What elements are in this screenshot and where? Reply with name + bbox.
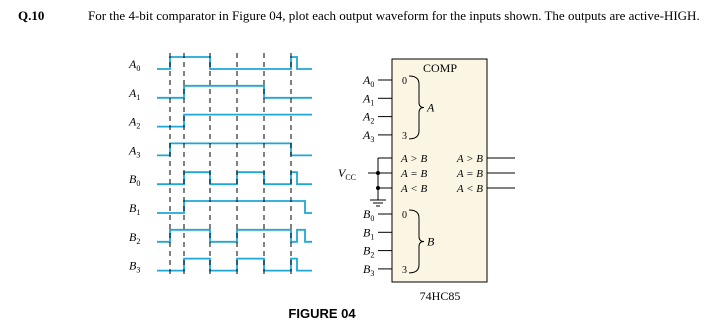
cascade-input-label: A = B bbox=[401, 168, 428, 180]
waveform-b2 bbox=[157, 230, 312, 242]
input-label-b0: $B_0$ bbox=[363, 207, 375, 223]
chip-part-number: 74HC85 bbox=[419, 289, 461, 303]
output-label: A < B bbox=[456, 183, 483, 195]
output-label: A = B bbox=[456, 168, 483, 180]
waveform-a3 bbox=[157, 143, 312, 155]
waveform-a2 bbox=[157, 115, 312, 127]
input-label-a2: $A_2$ bbox=[363, 109, 375, 126]
cascade-input-label: A < B bbox=[401, 183, 428, 195]
cascade-input-label: A > B bbox=[401, 153, 428, 165]
b-group-label: B bbox=[427, 234, 435, 249]
a-group-label: A bbox=[427, 100, 435, 115]
junction-dot bbox=[376, 171, 380, 175]
waveform-a1 bbox=[157, 86, 312, 98]
pin-number: 0 bbox=[402, 76, 407, 87]
chip-title: COMP bbox=[422, 61, 458, 75]
pin-number: 0 bbox=[402, 210, 407, 221]
waveform-label-b1: $B_1$ bbox=[129, 201, 141, 217]
waveform-label-a3: $A_3$ bbox=[129, 143, 141, 160]
pin-number: 3 bbox=[402, 130, 407, 142]
waveform-b1 bbox=[157, 201, 312, 213]
input-label-b2: $B_2$ bbox=[363, 243, 375, 260]
waveform-a0 bbox=[157, 57, 312, 69]
waveform-b3 bbox=[157, 259, 312, 271]
waveform-label-a0: $A_0$ bbox=[129, 57, 141, 73]
input-label-b3: $B_3$ bbox=[363, 261, 375, 278]
input-label-a3: $A_3$ bbox=[363, 127, 375, 144]
timing-diagram bbox=[128, 53, 312, 275]
vcc-label: $V_{CC}$ bbox=[338, 166, 357, 182]
waveform-label-a2: $A_2$ bbox=[129, 114, 141, 131]
input-label-b1: $B_1$ bbox=[363, 225, 375, 242]
pin-number: 3 bbox=[402, 264, 407, 276]
waveform-label-b3: $B_3$ bbox=[129, 258, 141, 275]
input-label-a0: $A_0$ bbox=[363, 73, 375, 89]
waveform-b0 bbox=[157, 172, 312, 184]
question-number: Q.10 bbox=[18, 8, 45, 23]
comparator-74hc85 bbox=[338, 59, 515, 303]
waveform-label-a1: $A_1$ bbox=[129, 85, 141, 102]
question-text: For the 4-bit comparator in Figure 04, plot each output waveform for the inputs shown. The outputs are active-HIGH. bbox=[88, 8, 700, 23]
figure-caption: FIGURE 04 bbox=[288, 306, 356, 321]
waveform-label-b0: $B_0$ bbox=[129, 172, 141, 189]
junction-dot bbox=[376, 186, 380, 190]
input-label-a1: $A_1$ bbox=[363, 91, 375, 108]
output-label: A > B bbox=[456, 153, 483, 165]
waveform-label-b2: $B_2$ bbox=[129, 229, 141, 246]
